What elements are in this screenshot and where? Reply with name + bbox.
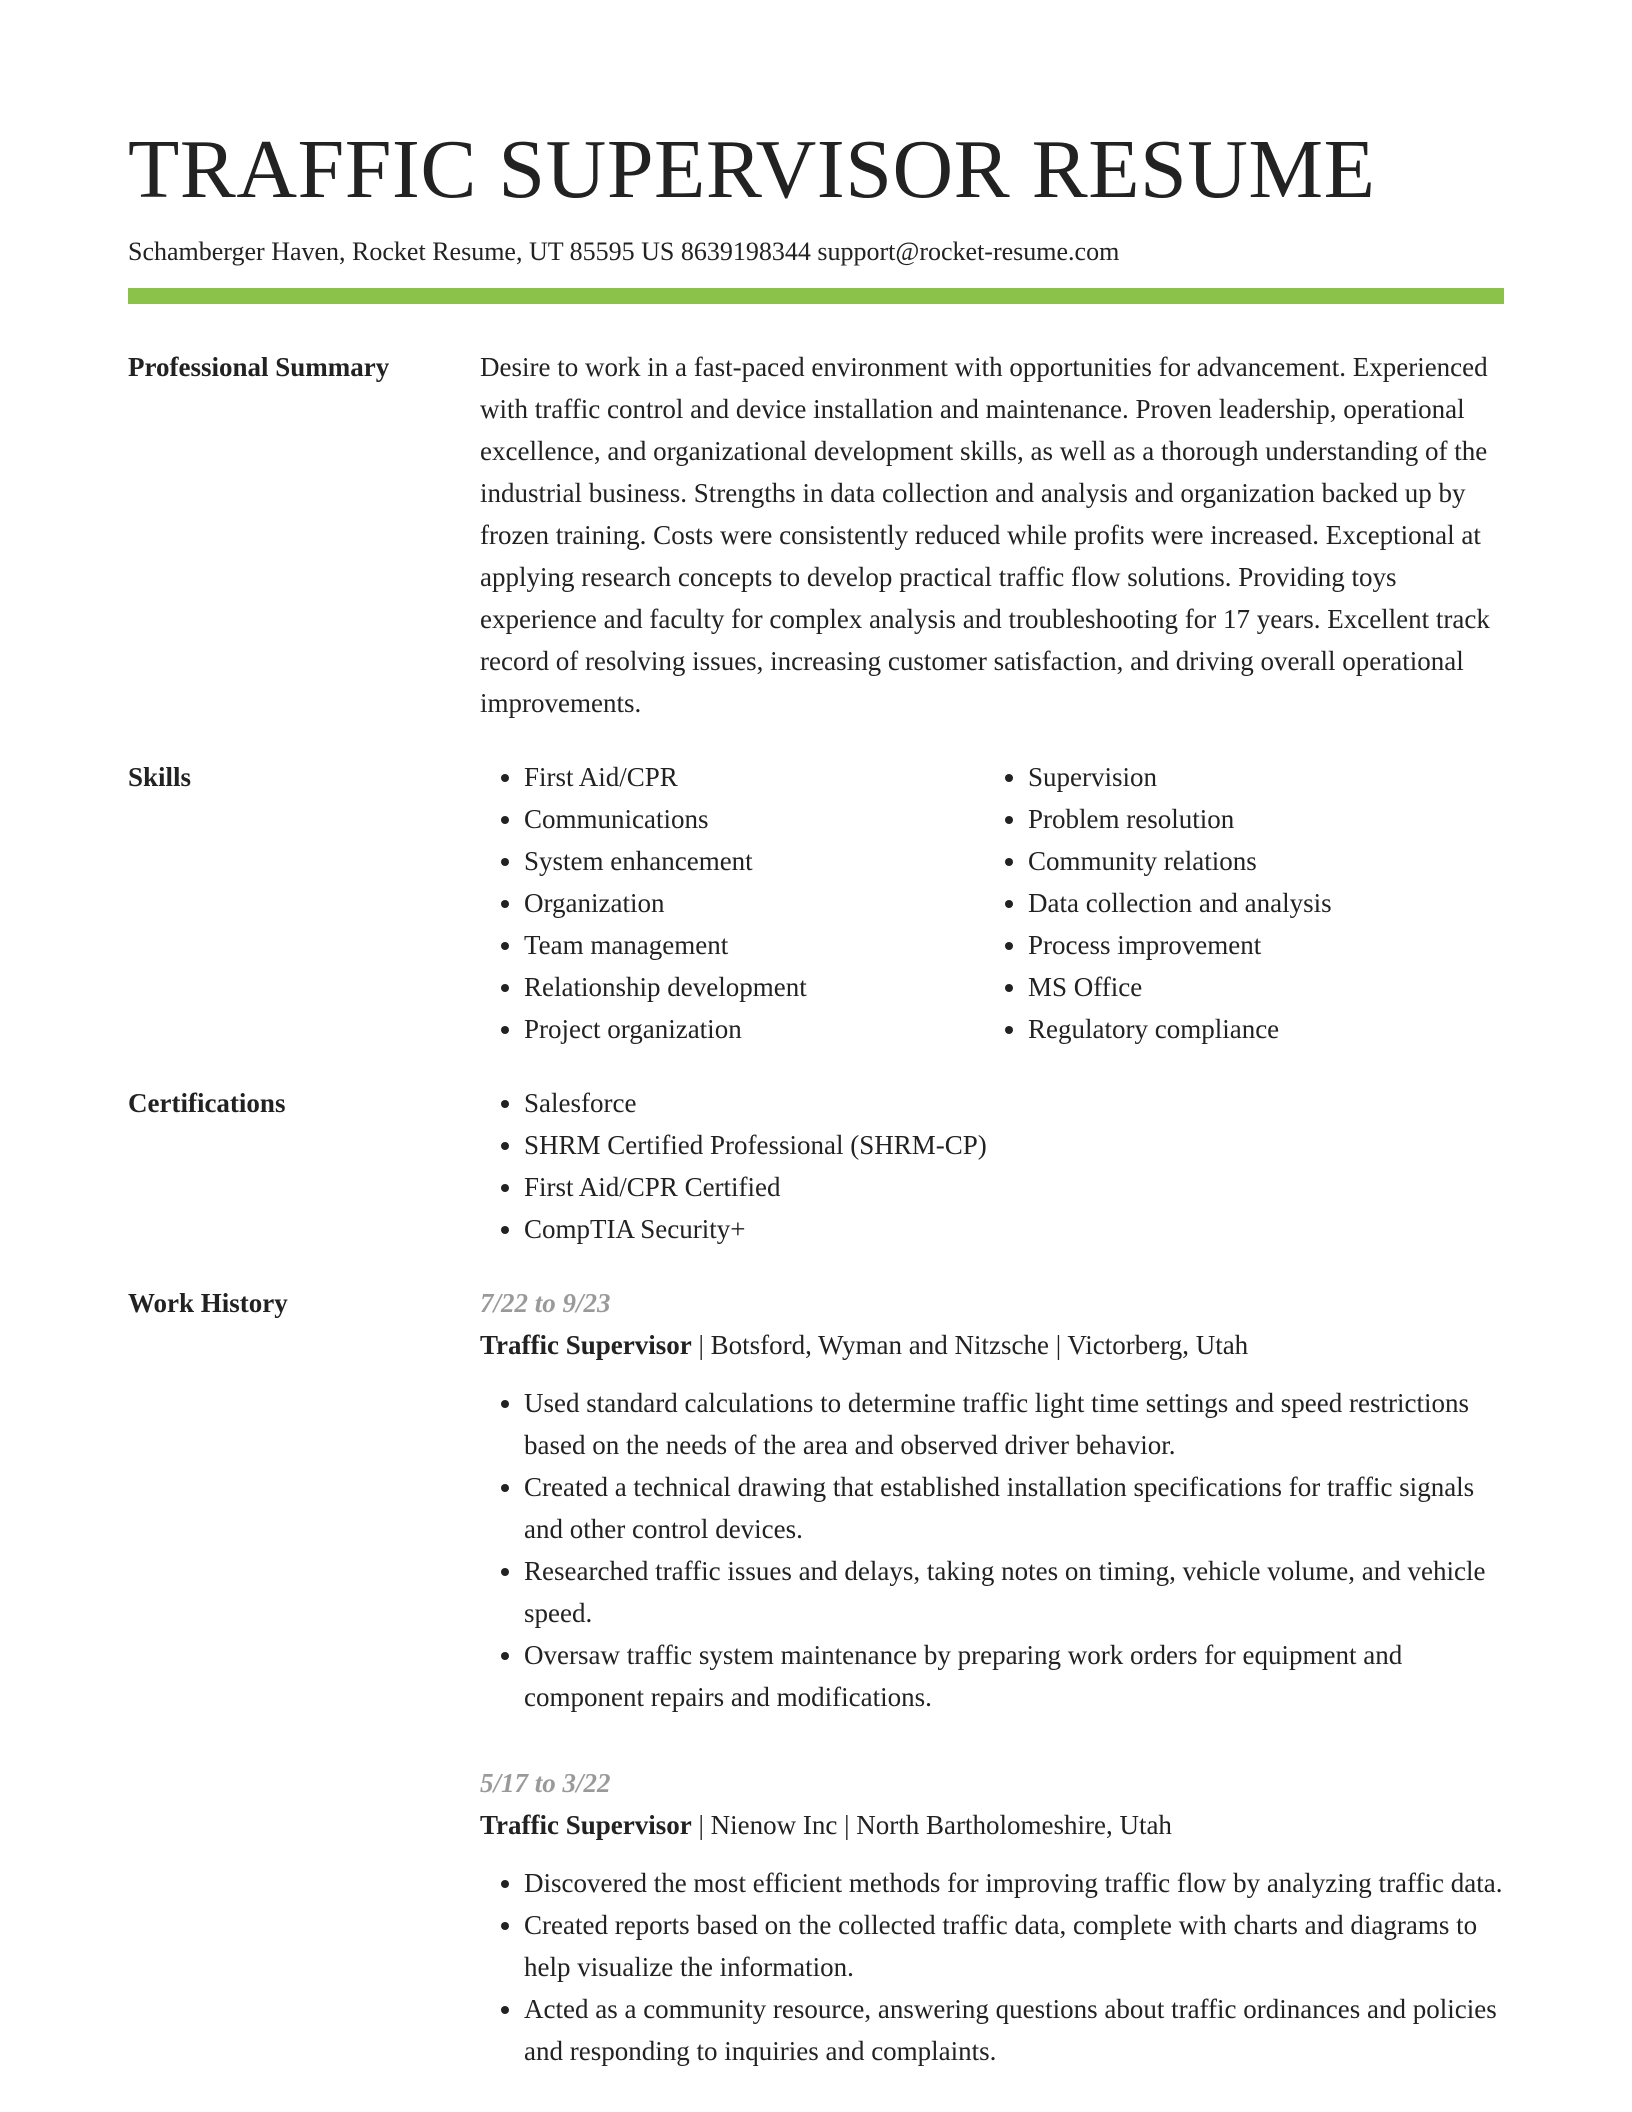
skill-item: • First Aid/CPR xyxy=(524,756,984,798)
skill-item: • Regulatory compliance xyxy=(1028,1008,1488,1050)
contact-line xyxy=(128,234,1504,270)
work-history-section xyxy=(128,1282,1504,2072)
skill-item: • Team management xyxy=(524,924,984,966)
skill-item: • Communications xyxy=(524,798,984,840)
job-entry xyxy=(480,1282,1504,1718)
header-divider xyxy=(128,288,1504,304)
certification-item: • SHRM Certified Professional (SHRM-CP) xyxy=(524,1124,1504,1166)
job-dates: 7/22 to 9/23 xyxy=(480,1288,611,1318)
job-heading xyxy=(480,1804,1504,1846)
certifications-list xyxy=(480,1082,1504,1250)
skill-item: • Process improvement xyxy=(1028,924,1488,966)
certifications-body xyxy=(480,1082,1504,1250)
job-title: Traffic Supervisor xyxy=(480,1810,692,1840)
skills-column-right xyxy=(984,756,1488,1050)
skills-list-left xyxy=(480,756,984,1050)
job-title: Traffic Supervisor xyxy=(480,1330,692,1360)
skill-item: • Data collection and analysis xyxy=(1028,882,1488,924)
skill-item: • Problem resolution xyxy=(1028,798,1488,840)
contact-email[interactable]: support@rocket-resume.com xyxy=(817,237,1120,266)
certifications-section xyxy=(128,1082,1504,1250)
job-duties-list xyxy=(480,1862,1504,2072)
skill-item: • System enhancement xyxy=(524,840,984,882)
skills-heading: Skills xyxy=(128,762,192,792)
skill-item: • Community relations xyxy=(1028,840,1488,882)
skill-item: • Project organization xyxy=(524,1008,984,1050)
summary-text: Desire to work in a fast-paced environment with opportunities for advancement. Experienced with traffic control and device installation and maintenance. Proven leadership, operational excellence, and organizational development skills, as well as a thorough understanding of the industrial business. Strengths in data collection and analysis and organization backed up by frozen training. Costs were consistently reduced while profits were increased. Exceptional at applying research concepts to develop practical traffic flow solutions. Providing toys experience and faculty for complex analysis and troubleshooting for 17 years. Excellent track record of resolving issues, increasing customer satisfaction, and driving overall operational improvements. xyxy=(480,352,1490,718)
certifications-heading: Certifications xyxy=(128,1088,286,1118)
contact-phone: 8639198344 xyxy=(680,237,811,266)
job-duties-list xyxy=(480,1382,1504,1718)
work-history-body xyxy=(480,1282,1504,2072)
separator: | xyxy=(698,1810,711,1840)
skills-list-right xyxy=(984,756,1488,1050)
separator: | xyxy=(698,1330,711,1360)
summary-heading: Professional Summary xyxy=(128,352,390,382)
job-heading xyxy=(480,1324,1504,1366)
job-duty: • Researched traffic issues and delays, taking notes on timing, vehicle volume, and vehicle speed. xyxy=(524,1550,1504,1634)
skills-column-left xyxy=(480,756,984,1050)
job-location: Victorberg, Utah xyxy=(1067,1330,1249,1360)
job-entry xyxy=(480,1762,1504,2072)
certification-item: • Salesforce xyxy=(524,1082,1504,1124)
skill-item: • Supervision xyxy=(1028,756,1488,798)
summary-section xyxy=(128,346,1504,724)
certification-item: • First Aid/CPR Certified xyxy=(524,1166,1504,1208)
job-duty: • Oversaw traffic system maintenance by preparing work orders for equipment and component repairs and modifications. xyxy=(524,1634,1504,1718)
skill-item: • Relationship development xyxy=(524,966,984,1008)
separator: | xyxy=(844,1810,857,1840)
job-company: Nienow Inc xyxy=(710,1810,838,1840)
skills-columns xyxy=(480,756,1504,1050)
resume-title: TRAFFIC SUPERVISOR RESUME xyxy=(128,123,1376,216)
job-duty: • Discovered the most efficient methods for improving traffic flow by analyzing traffic data. xyxy=(524,1862,1504,1904)
job-duty: • Acted as a community resource, answering questions about traffic ordinances and policies and responding to inquiries and complaints. xyxy=(524,1988,1504,2072)
certification-item: • CompTIA Security+ xyxy=(524,1208,1504,1250)
contact-address: Schamberger Haven, Rocket Resume, UT 85595 US xyxy=(128,237,675,266)
job-company: Botsford, Wyman and Nitzsche xyxy=(710,1330,1049,1360)
separator: | xyxy=(1055,1330,1068,1360)
job-duty: • Used standard calculations to determine traffic light time settings and speed restrictions based on the needs of the area and observed driver behavior. xyxy=(524,1382,1504,1466)
job-duty: • Created reports based on the collected traffic data, complete with charts and diagrams to help visualize the information. xyxy=(524,1904,1504,1988)
job-dates: 5/17 to 3/22 xyxy=(480,1768,611,1798)
job-location: North Bartholomeshire, Utah xyxy=(856,1810,1172,1840)
skills-section xyxy=(128,756,1504,1050)
summary-body xyxy=(480,346,1504,724)
resume-page xyxy=(128,118,1504,2072)
work-history-heading: Work History xyxy=(128,1288,288,1318)
skill-item: • MS Office xyxy=(1028,966,1488,1008)
job-duty: • Created a technical drawing that established installation specifications for traffic signals and other control devices. xyxy=(524,1466,1504,1550)
skills-body xyxy=(480,756,1504,1050)
skill-item: • Organization xyxy=(524,882,984,924)
